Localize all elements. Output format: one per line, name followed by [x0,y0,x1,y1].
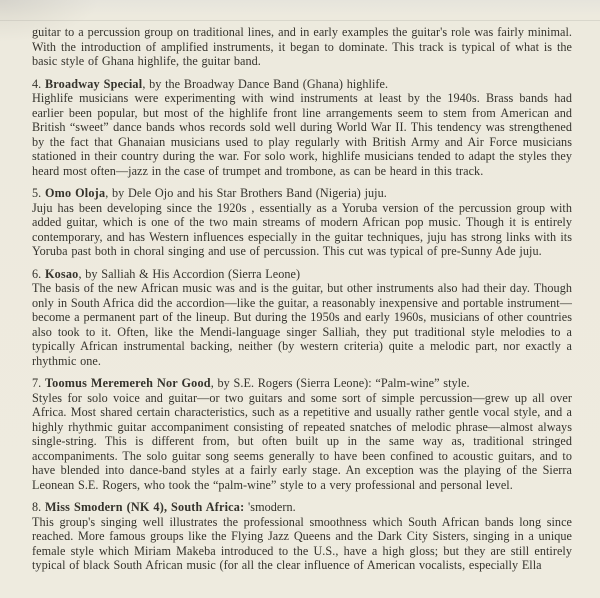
track-title: Broadway Special [44,76,143,91]
section-body: This group's singing well illustrates the professional smoothness which South African bands long since reached. More famous groups like the Flying Jazz Queens and the Dark City Sisters, singing in a unique female style which Miriam Makeba introduced to the U.S., have a high gloss; but they are still entirely typical of black South African music (for all the clear influence of American vocalists, especially Ella [32,514,572,572]
track-section-7 [32,376,572,492]
track-title: Omo Oloja [44,186,106,200]
track-number: 4. [32,76,42,91]
track-subtitle: 'smodern. [244,500,296,514]
track-number: 8. [32,500,42,514]
section-body: Juju has been developing since the 1920s , essentially as a Yoruba version of the percussion group with added guitar, which is one of the two main streams of modern African pop music. Though it is entirely contemporary, and has Western influences especially in the guitar techniques, juju has strong links with its Yoruba past both in choral singing and use of percussion. This cut was typical of pre-Sunny Ade juju. [32,200,572,258]
section-heading [32,186,572,201]
track-number: 5. [32,186,42,200]
track-subtitle: , by S.E. Rogers (Sierra Leone): “Palm-wine” style. [210,376,470,390]
track-number: 7. [32,376,42,390]
track-title: Kosao [44,266,79,281]
section-heading [32,500,572,515]
section-body: The basis of the new African music was and is the guitar, but other instruments also had their day. Though only in South Africa did the accordion—like the guitar, a reasonably inexpensive and portable instrument—become a permanent part of the lineup. But during the 1950s and early 1960s, musicians of other countries also took to it. Often, like the Mendi-language singer Salliah, they put traditional style melodies to a typically African instrumental backing, neither (by western criteria) quite a melodic part, nor exactly a rhythmic one. [32,281,572,368]
track-subtitle: , by Salliah & His Accordion (Sierra Leone) [78,266,301,281]
section-heading [32,267,572,282]
track-section-5 [32,186,572,259]
section-heading [32,77,572,92]
track-section-8 [32,500,572,573]
track-number: 6. [32,266,42,281]
track-subtitle: , by Dele Ojo and his Star Brothers Band (Nigeria) juju. [105,186,387,200]
track-title: Miss Smodern (NK 4), South Africa: [44,500,245,514]
track-section-6 [32,267,572,369]
section-body: Styles for solo voice and guitar—or two guitars and some sort of simple percussion—grew up all over Africa. Most shared certain characteristics, such as a repetitive and usually rather gentle vocal style, and a highly rhythmic guitar accompaniment consisting of repeated snatches of melodic phrase—almost always single-string. This is different from, but often built up in the same way as, traditional stringed accompaniments. The solo guitar song seems generally to have been confined to acoustic guitars, and to have blended into dance-band styles at a fairly early stage. An exception was the playing of the Sierra Leonean S.E. Rogers, who took the “palm-wine” style to a very professional and personal level. [32,390,572,492]
section-body: Highlife musicians were experimenting with wind instruments at least by the 1940s. Brass bands had earlier been popular, but most of the highlife front line arrangements seem to stem from American and British “sweet” dance bands whos records sold well during World War II. This tendency was strengthened by the fact that Ghanaian musicians used to play regularly with British Army and Air Force musicians stationed in their country during the war. For solo work, highlife musicians tended to adapt the styles they heard most often—jazz in the case of trumpet and trombone, as can be heard in this track. [32,91,572,178]
section-heading [32,376,572,391]
track-subtitle: , by the Broadway Dance Band (Ghana) highlife. [142,76,389,91]
track-title: Toomus Meremereh Nor Good [44,376,211,390]
intro-paragraph: guitar to a percussion group on traditional lines, and in early examples the guitar's role was fairly minimal. With the introduction of amplified instruments, it began to dominate. This track is typical of what is the basic style of Ghana highlife, the guitar band. [32,25,572,68]
track-section-4 [32,77,572,179]
